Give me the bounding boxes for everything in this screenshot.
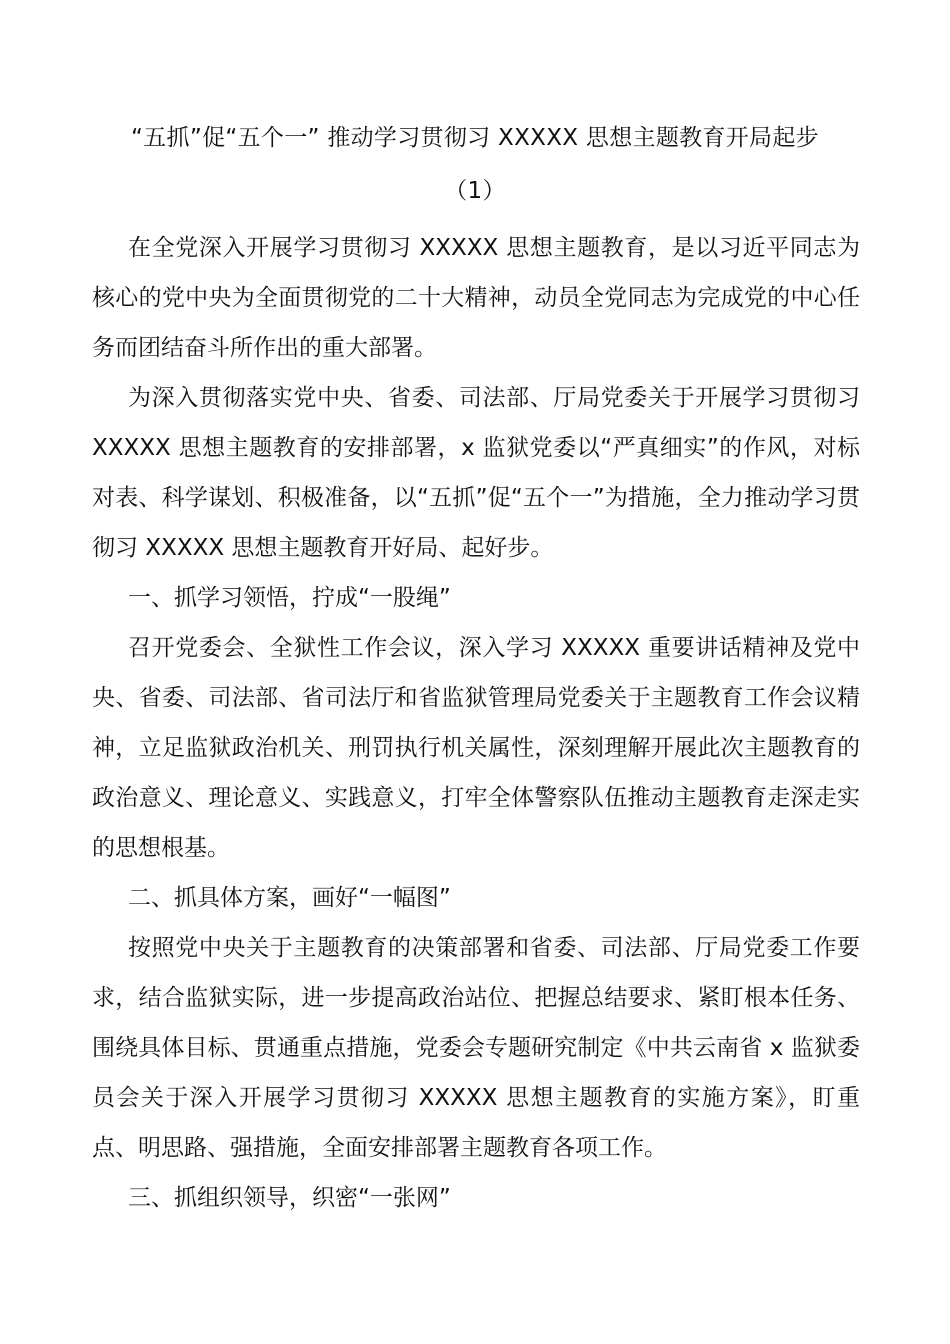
section-heading-2: 二、抓具体方案，画好“一幅图” xyxy=(128,885,451,911)
paragraph-intro: 在全党深入开展学习贯彻习 XXXXX 思想主题教育，是以习近平同志为核心的党中央为全面贯彻党的二十大精神，动员全党同志为完成党的中心任务而团结奋斗所作出的重大部署。 xyxy=(92,235,860,361)
paragraph-background: 为深入贯彻落实党中央、省委、司法部、厅局党委关于开展学习贯彻习 XXXXX 思想主题教育的安排部署，x 监狱党委以“严真细实”的作风，对标对表、科学谋划、积极准备，以“五抓”促“五个一”为措施，全力推动学习贯彻习 XXXXX 思想主题教育开好局、起好步。 xyxy=(92,385,860,561)
paragraph-section-2: 按照党中央关于主题教育的决策部署和省委、司法部、厅局党委工作要求，结合监狱实际，进一步提高政治站位、把握总结要求、紧盯根本任务、围绕具体目标、贯通重点措施，党委会专题研究制定《中共云南省 x 监狱委员会关于深入开展学习贯彻习 XXXXX 思想主题教育的实施方案》，盯重点、明思路、强措施，全面安排部署主题教育各项工作。 xyxy=(92,935,860,1161)
section-heading-1: 一、抓学习领悟，拧成“一股绳” xyxy=(128,585,451,611)
document-body xyxy=(92,223,860,1223)
document-title: “五抓”促“五个一” 推动学习贯彻习 XXXXX 思想主题教育开局起步 xyxy=(131,125,819,151)
section-heading-3: 三、抓组织领导，织密“一张网” xyxy=(128,1185,451,1211)
document-title-number: （1） xyxy=(444,178,506,204)
paragraph-section-1: 召开党委会、全狱性工作会议，深入学习 XXXXX 重要讲话精神及党中央、省委、司法部、省司法厅和省监狱管理局党委关于主题教育工作会议精神，立足监狱政治机关、刑罚执行机关属性，深刻理解开展此次主题教育的政治意义、理论意义、实践意义，打牢全体警察队伍推动主题教育走深走实的思想根基。 xyxy=(92,635,860,861)
